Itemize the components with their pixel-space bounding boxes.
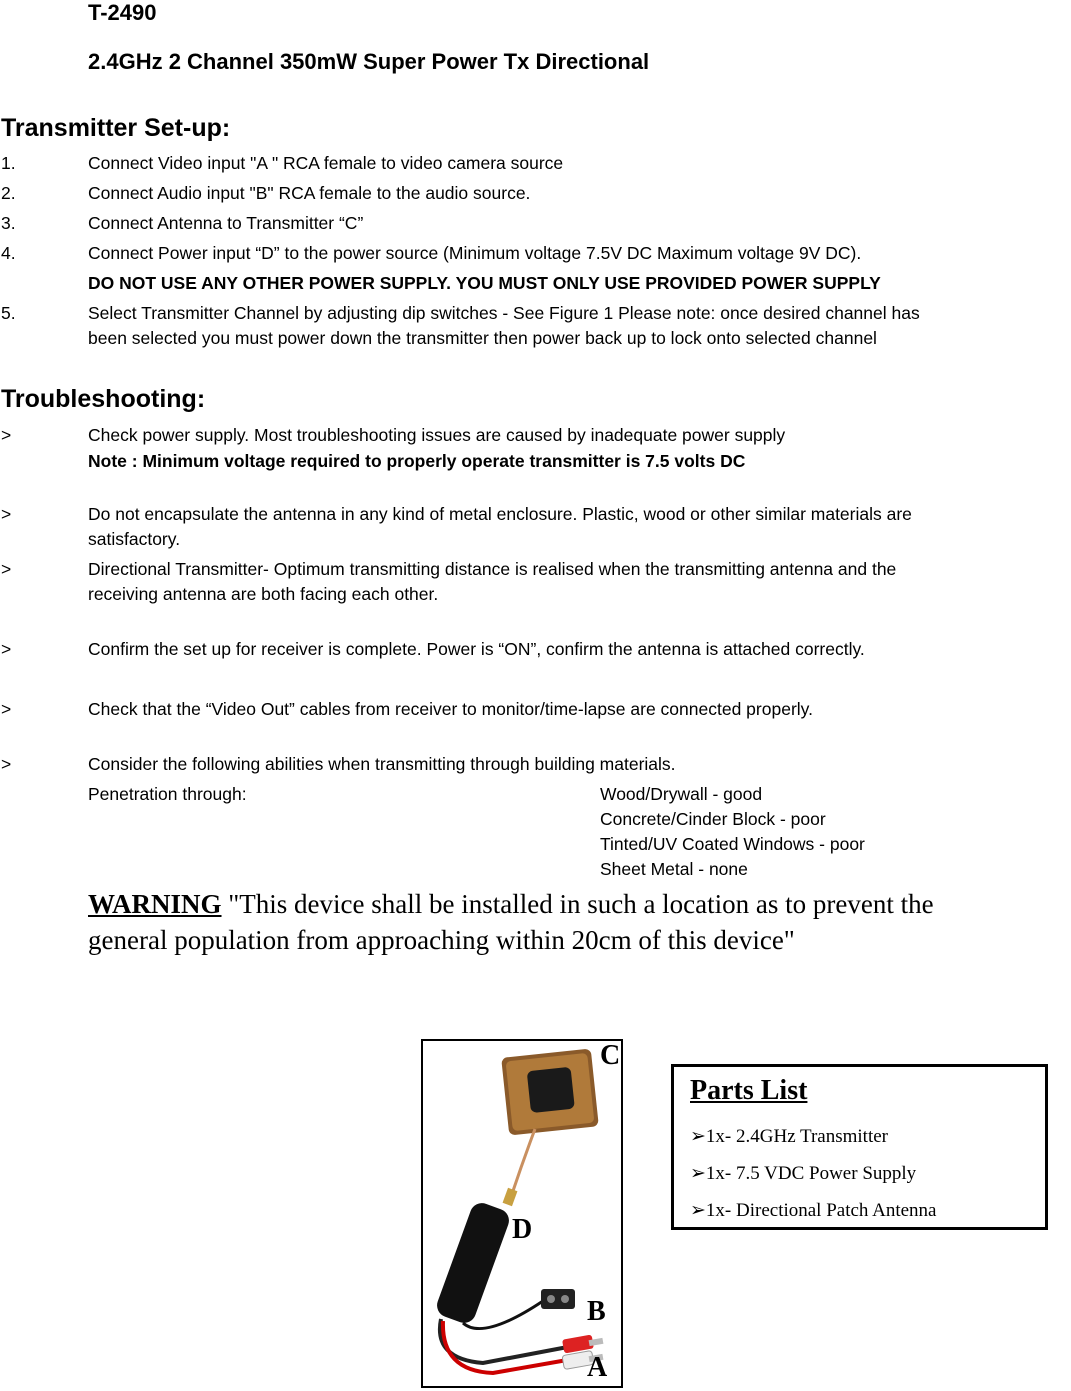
label-a: A [587, 1352, 608, 1383]
arrow-bullet-icon: ➢ [690, 1163, 706, 1184]
step-text: Connect Antenna to Transmitter “C” [88, 213, 364, 233]
bullet: > [1, 754, 12, 774]
trouble-item: Check that the “Video Out” cables from receiver to monitor/time-lapse are connected properly. [88, 699, 813, 719]
trouble-item: Confirm the set up for receiver is complete. Power is “ON”, confirm the antenna is attached correctly. [88, 639, 865, 659]
step-text: Connect Audio input "B" RCA female to the audio source. [88, 183, 531, 203]
warning-text: "This device shall be installed in such a location as to prevent the [221, 889, 934, 919]
trouble-item: Check power supply. Most troubleshooting issues are caused by inadequate power supply [88, 425, 786, 445]
setup-heading: Transmitter Set-up: [1, 114, 231, 142]
trouble-item: Directional Transmitter- Optimum transmitting distance is realised when the transmitting antenna and the [88, 559, 897, 579]
step-text: Select Transmitter Channel by adjusting dip switches - See Figure 1 Please note: once desired channel has [88, 303, 920, 323]
product-photo [421, 1039, 623, 1388]
product-subtitle: 2.4GHz 2 Channel 350mW Super Power Tx Directional [88, 49, 650, 74]
step-text: Connect Power input “D” to the power source (Minimum voltage 7.5V DC Maximum voltage 9V DC). [88, 243, 862, 263]
penetration-item: Sheet Metal - none [600, 859, 748, 879]
bullet: > [1, 425, 12, 445]
model-number: T-2490 [88, 0, 157, 25]
parts-list-item: ➢1x- 2.4GHz Transmitter [690, 1126, 888, 1147]
parts-list-box [671, 1064, 1048, 1230]
voltage-note: Note : Minimum voltage required to properly operate transmitter is 7.5 volts DC [88, 451, 746, 471]
arrow-bullet-icon: ➢ [690, 1200, 706, 1221]
arrow-bullet-icon: ➢ [690, 1126, 706, 1147]
bullet: > [1, 504, 12, 524]
warning-line-2: general population from approaching within 20cm of this device" [88, 925, 795, 955]
label-c: C [600, 1040, 621, 1071]
bullet: > [1, 639, 12, 659]
penetration-item: Wood/Drywall - good [600, 784, 763, 804]
label-b: B [587, 1296, 606, 1327]
bullet: > [1, 699, 12, 719]
step-number: 3. [1, 213, 16, 233]
step-number: 2. [1, 183, 16, 203]
penetration-item: Tinted/UV Coated Windows - poor [600, 834, 865, 854]
trouble-item: Do not encapsulate the antenna in any kind of metal enclosure. Plastic, wood or other similar materials are [88, 504, 912, 524]
parts-list-item: ➢1x- Directional Patch Antenna [690, 1200, 937, 1221]
trouble-item: Consider the following abilities when transmitting through building materials. [88, 754, 676, 774]
label-d: D [512, 1214, 533, 1245]
step-text-continued: been selected you must power down the transmitter then power back up to lock onto selected channel [88, 328, 877, 348]
troubleshooting-heading: Troubleshooting: [1, 385, 206, 413]
trouble-item-continued: satisfactory. [88, 529, 181, 549]
power-supply-warning: DO NOT USE ANY OTHER POWER SUPPLY. YOU MUST ONLY USE PROVIDED POWER SUPPLY [88, 273, 881, 293]
step-number: 5. [1, 303, 16, 323]
step-number: 1. [1, 153, 16, 173]
bullet: > [1, 559, 12, 579]
parts-list-item: ➢1x- 7.5 VDC Power Supply [690, 1163, 917, 1184]
penetration-label: Penetration through: [88, 784, 247, 804]
parts-list-heading: Parts List [690, 1075, 808, 1106]
step-number: 4. [1, 243, 16, 263]
trouble-item-continued: receiving antenna are both facing each other. [88, 584, 439, 604]
warning-word: WARNING [88, 889, 222, 919]
penetration-item: Concrete/Cinder Block - poor [600, 809, 826, 829]
step-text: Connect Video input "A " RCA female to video camera source [88, 153, 564, 173]
warning-line-1 [88, 889, 934, 920]
